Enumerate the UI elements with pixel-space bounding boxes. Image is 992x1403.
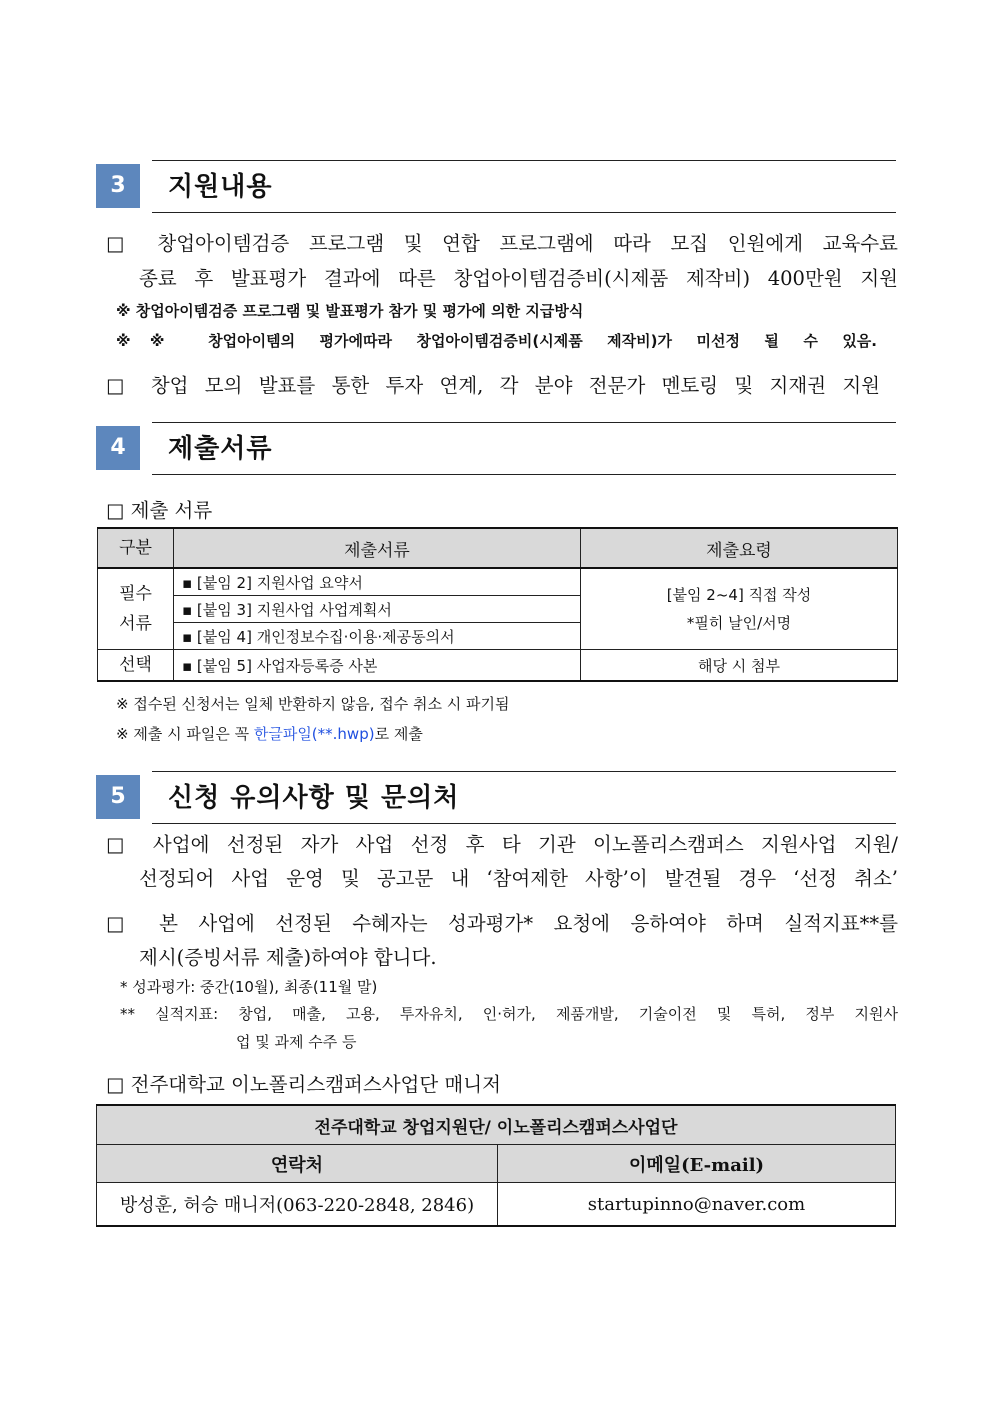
documents-note-1: ※ 접수된 신청서는 일체 반환하지 않음, 접수 취소 시 파기됨	[116, 695, 510, 713]
notice-item-2-line1: □ 본 사업에 선정된 수혜자는 성과평가* 요청에 응하여야 하며 실적지표**를	[106, 912, 898, 935]
section-title: 제출서류	[168, 434, 273, 464]
section-title: 신청 유의사항 및 문의처	[168, 783, 460, 813]
section-3-header	[96, 160, 896, 210]
section-number: 5	[96, 775, 140, 819]
required-method-1: [붙임 2~4] 직접 작성	[666, 586, 812, 604]
section-rule-top	[152, 160, 896, 161]
footnote-1: * 성과평가: 중간(10월), 최종(11월 말)	[120, 978, 378, 996]
hwp-file-highlight: 한글파일(**.hwp)	[253, 725, 375, 743]
contact-table-title: 전주대학교 창업지원단/ 이노폴리스캠퍼스사업단	[97, 1105, 896, 1145]
optional-method: 해당 시 첨부	[581, 650, 898, 682]
note-text: ※ 제출 시 파일은 꼭	[116, 725, 254, 743]
section-number: 3	[96, 164, 140, 208]
col-header-contact: 연락처	[97, 1145, 498, 1183]
section-title: 지원내용	[168, 172, 273, 202]
col-header-category: 구분	[98, 528, 174, 568]
section-5-header	[96, 771, 896, 821]
section-rule-top	[152, 771, 896, 772]
col-header-email: 이메일(E-mail)	[498, 1145, 896, 1183]
required-category-cell	[98, 568, 174, 650]
required-method-2: *필히 날인/서명	[686, 614, 792, 632]
section-4-header	[96, 422, 896, 472]
table-row	[97, 1145, 896, 1183]
required-doc-2: ▪ [붙임 3] 지원사업 사업계획서	[174, 596, 581, 623]
notice-item-1-line1: □ 사업에 선정된 자가 사업 선정 후 타 기관 이노폴리스캠퍼스 지원사업 지원/	[106, 833, 898, 856]
table-header-row	[98, 528, 898, 568]
support-note-2: ※※ 창업아이템의 평가에따라 창업아이템검증비(시제품 제작비)가 미선정 될 수 있음.	[116, 332, 877, 350]
required-label-2: 서류	[119, 614, 152, 634]
notice-item-2-line2: 제시(증빙서류 제출)하여야 합니다.	[139, 946, 437, 969]
required-doc-1: ▪ [붙임 2] 지원사업 요약서	[174, 568, 581, 596]
support-item-1-line1: □ 창업아이템검증 프로그램 및 연합 프로그램에 따라 모집 인원에게 교육수료	[106, 232, 898, 255]
optional-category-cell: 선택	[98, 650, 174, 682]
section-rule-bottom	[152, 474, 896, 475]
table-row	[98, 568, 898, 596]
support-item-2: □ 창업 모의 발표를 통한 투자 연계, 각 분야 전문가 멘토링 및 지재권 지원	[106, 374, 880, 397]
required-label-1: 필수	[119, 584, 152, 604]
contact-title: □ 전주대학교 이노폴리스캠퍼스사업단 매니저	[106, 1073, 501, 1096]
note-text: 로 제출	[374, 725, 423, 743]
required-method-cell	[581, 568, 898, 650]
support-item-1-line2: 종료 후 발표평가 결과에 따른 창업아이템검증비(시제품 제작비) 400만원 지원	[139, 267, 898, 290]
optional-doc: ▪ [붙임 5] 사업자등록증 사본	[174, 650, 581, 682]
documents-table	[97, 527, 898, 682]
section-rule-bottom	[152, 212, 896, 213]
col-header-method: 제출요령	[581, 528, 898, 568]
footnote-2-line1: ** 실적지표: 창업, 매출, 고용, 투자유치, 인·허가, 제품개발, 기술이전 및 특허, 정부 지원사	[120, 1005, 898, 1023]
contact-table	[96, 1104, 896, 1227]
documents-subtitle: □ 제출 서류	[106, 499, 213, 522]
section-rule-bottom	[152, 823, 896, 824]
section-number: 4	[96, 426, 140, 470]
required-doc-3: ▪ [붙임 4] 개인정보수집·이용·제공동의서	[174, 623, 581, 650]
table-row	[98, 650, 898, 682]
notice-item-1-line2: 선정되어 사업 운영 및 공고문 내 ‘참여제한 사항’이 발견될 경우 ‘선정 취소’	[139, 867, 898, 890]
footnote-2-line2: 업 및 과제 수주 등	[236, 1033, 357, 1051]
table-row	[97, 1105, 896, 1145]
col-header-documents: 제출서류	[174, 528, 581, 568]
documents-note-2	[116, 723, 423, 744]
table-row	[97, 1183, 896, 1227]
section-rule-top	[152, 422, 896, 423]
contact-value: 방성훈, 허승 매니저(063-220-2848, 2846)	[97, 1183, 498, 1227]
support-note-1: ※ 창업아이템검증 프로그램 및 발표평가 참가 및 평가에 의한 지급방식	[116, 302, 584, 320]
email-value[interactable]: startupinno@naver.com	[498, 1183, 896, 1227]
